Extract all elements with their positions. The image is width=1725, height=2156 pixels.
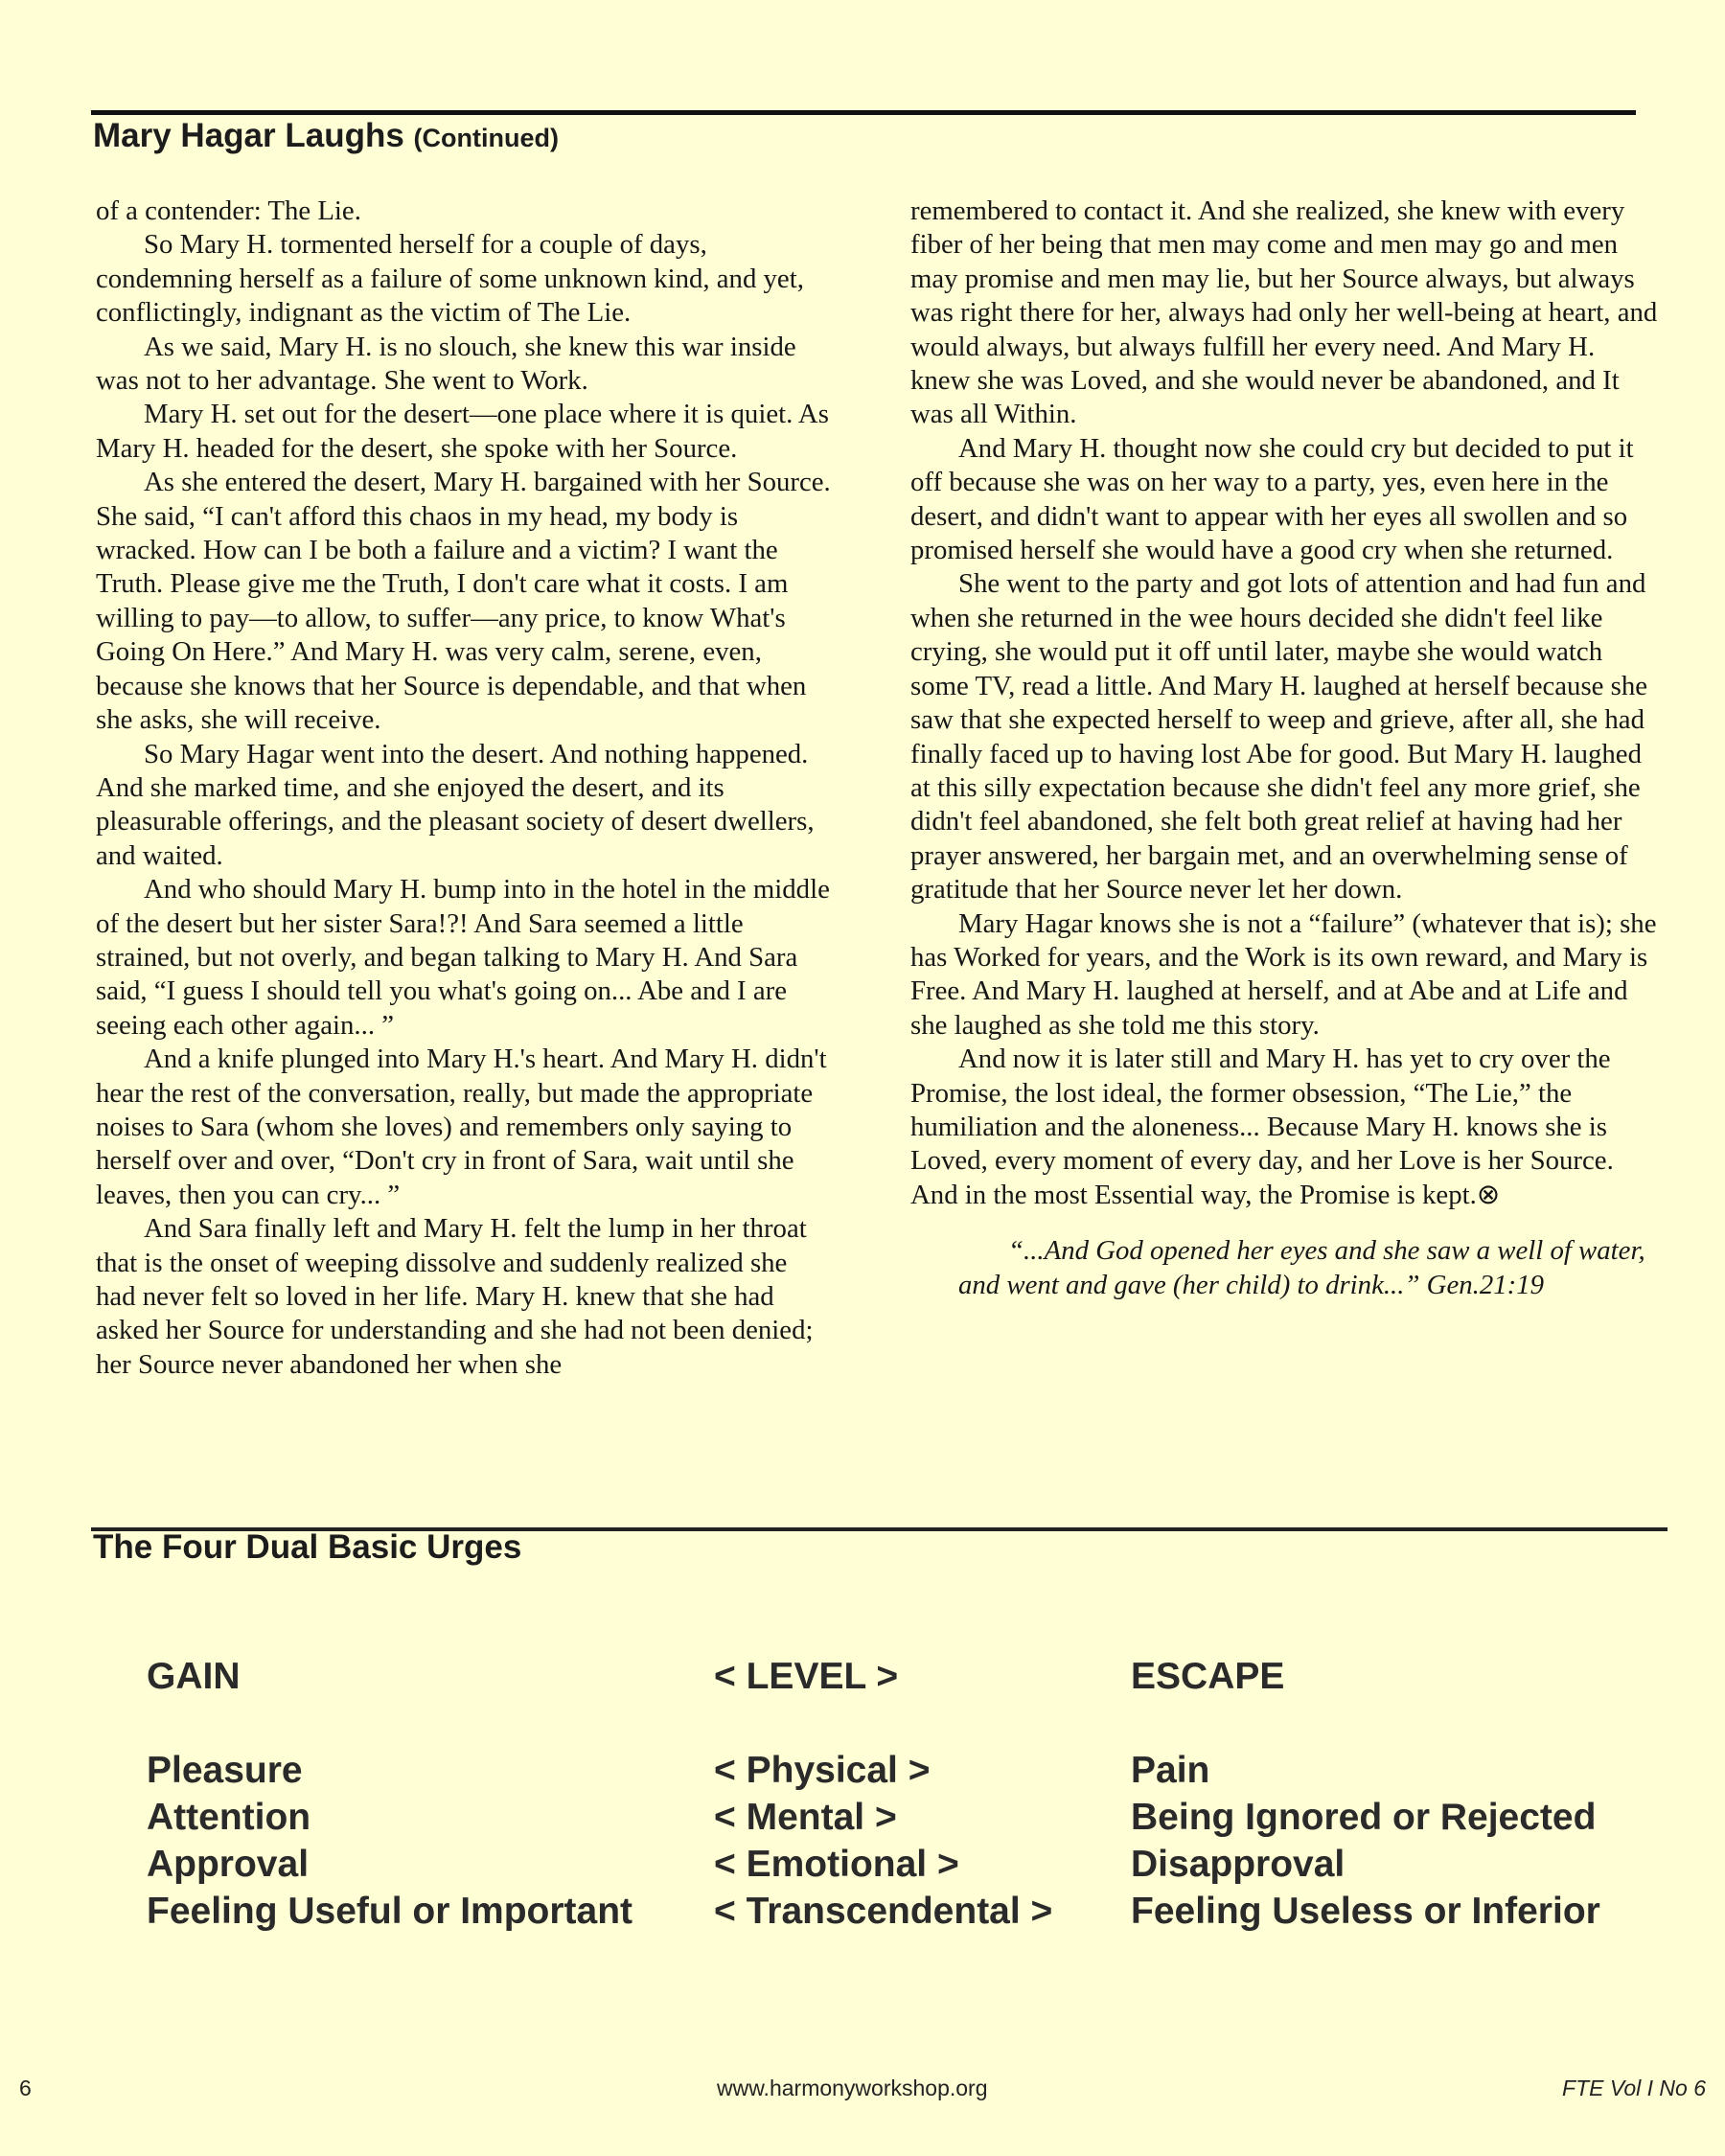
urges-cell-gain: Attention <box>147 1797 311 1838</box>
article-right-column <box>910 195 1658 1302</box>
article-paragraph: remembered to contact it. And she realized, she knew with every fiber of her being that men may come and men may go and men may promise and men may lie, but her Source always, but always was right there for her, always had only her well-being at heart, and would always, but always fulfill her every need. And Mary H. knew she was Loved, and she would never be abandoned, and It was all Within. <box>910 195 1658 430</box>
footer-url[interactable]: www.harmonyworkshop.org <box>717 2076 988 2100</box>
article-paragraph: And Mary H. thought now she could cry but decided to put it off because she was on her way to a party, yes, even here in the desert, and didn't want to appear with her eyes all swollen and so promised herself she would have a good cry when she returned. <box>910 432 1634 566</box>
urges-cell-gain: Approval <box>147 1844 310 1885</box>
article-left-column <box>96 195 834 1382</box>
article-paragraph: of a contender: The Lie. <box>96 195 361 226</box>
urges-cell-gain: Feeling Useful or Important <box>147 1891 633 1932</box>
article-paragraph: So Mary H. tormented herself for a couple of days, condemning herself as a failure of some unknown kind, and yet, conflictingly, indignant as the victim of The Lie. <box>96 229 804 329</box>
page-number: 6 <box>19 2076 32 2100</box>
urges-cell-escape: Being Ignored or Rejected <box>1131 1797 1597 1838</box>
scripture-quote <box>910 1234 1658 1302</box>
article-paragraph: And now it is later still and Mary H. has yet to cry over the Promise, the lost ideal, the former obsession, “The Lie,” the humiliation and the aloneness... Because Mary H. knows she is Loved, every moment of every day, and her Love is her Source. And in the most Essential way, the Promise is kept.⊗ <box>910 1044 1614 1210</box>
footer-issue: FTE Vol I No 6 <box>1562 2076 1706 2100</box>
urges-header-escape: ESCAPE <box>1131 1656 1285 1697</box>
urges-header-gain: GAIN <box>147 1656 241 1697</box>
article-paragraph: As we said, Mary H. is no slouch, she knew this war inside was not to her advantage. She went to Work. <box>96 331 796 397</box>
urges-cell-gain: Pleasure <box>147 1750 303 1791</box>
article-paragraph: And who should Mary H. bump into in the hotel in the middle of the desert but her sister Sara!?! And Sara seemed a little strained, but not overly, and began talking to Mary H. And Sara said, “I guess I should tell you what's going on... Abe and I are seeing each other again... ” <box>96 874 830 1041</box>
urges-header-level: < LEVEL > <box>714 1656 899 1697</box>
urges-title: The Four Dual Basic Urges <box>93 1528 522 1566</box>
urges-cell-escape: Disapproval <box>1131 1844 1346 1885</box>
top-rule <box>91 110 1636 115</box>
article-paragraph: So Mary Hagar went into the desert. And nothing happened. And she marked time, and she enjoyed the desert, and its pleasurable offerings, and the pleasant society of desert dwellers, and waited. <box>96 738 815 871</box>
article-paragraph: She went to the party and got lots of attention and had fun and when she returned in the wee hours decided she didn't feel like crying, she would put it off until later, maybe she would watch some TV, read a little. And Mary H. laughed at herself because she saw that she expected herself to weep and grieve, after all, she had finally faced up to having lost Abe for good. But Mary H. laughed at this silly expectation because she didn't feel any more grief, she didn't feel abandoned, she felt both great relief at having had her prayer answered, her bargain met, and an overwhelming sense of gratitude that her Source never let her down. <box>910 568 1648 906</box>
urges-cell-escape: Pain <box>1131 1750 1210 1791</box>
article-paragraph: And Sara finally left and Mary H. felt the lump in her throat that is the onset of weeping dissolve and suddenly realized she had never felt so loved in her life. Mary H. knew that she had asked her Source for understanding and she had not been denied; her Source never abandoned her when she <box>96 1213 814 1380</box>
end-mark-icon: ⊗ <box>1476 1179 1500 1210</box>
urges-cell-level: < Transcendental > <box>714 1891 1053 1932</box>
article-title <box>93 117 559 155</box>
continued-label: (Continued) <box>413 124 559 152</box>
article-paragraph: And a knife plunged into Mary H.'s heart. And Mary H. didn't hear the rest of the conversation, really, but made the appropriate noises to Sara (whom she loves) and remembers only saying to herself over and over, “Don't cry in front of Sara, wait until she leaves, then you can cry... ” <box>96 1044 827 1210</box>
article-paragraph: Mary H. set out for the desert—one place where it is quiet. As Mary H. headed for the desert, she spoke with her Source. <box>96 399 829 464</box>
article-title-text: Mary Hagar Laughs <box>93 117 404 154</box>
article-paragraph: As she entered the desert, Mary H. bargained with her Source. She said, “I can't afford this chaos in my head, my body is wracked. How can I be both a failure and a victim? I want the Truth. Please give me the Truth, I don't care what it costs. I am willing to pay—to allow, to suffer—any price, to know What's Going On Here.” And Mary H. was very calm, serene, even, because she knows that her Source is dependable, and that when she asks, she will receive. <box>96 467 831 736</box>
urges-cell-level: < Emotional > <box>714 1844 959 1885</box>
article-paragraph: Mary Hagar knows she is not a “failure” (whatever that is); she has Worked for years, and the Work is its own reward, and Mary is Free. And Mary H. laughed at herself, and at Abe and at Life and she laughed as she told me this story. <box>910 907 1657 1041</box>
quote-line: and went and gave (her child) to drink...” Gen.21:19 <box>958 1269 1545 1300</box>
urges-cell-escape: Feeling Useless or Inferior <box>1131 1891 1600 1932</box>
quote-line: “...And God opened her eyes and she saw a well of water, <box>1008 1235 1645 1267</box>
urges-cell-level: < Mental > <box>714 1797 897 1838</box>
urges-cell-level: < Physical > <box>714 1750 931 1791</box>
